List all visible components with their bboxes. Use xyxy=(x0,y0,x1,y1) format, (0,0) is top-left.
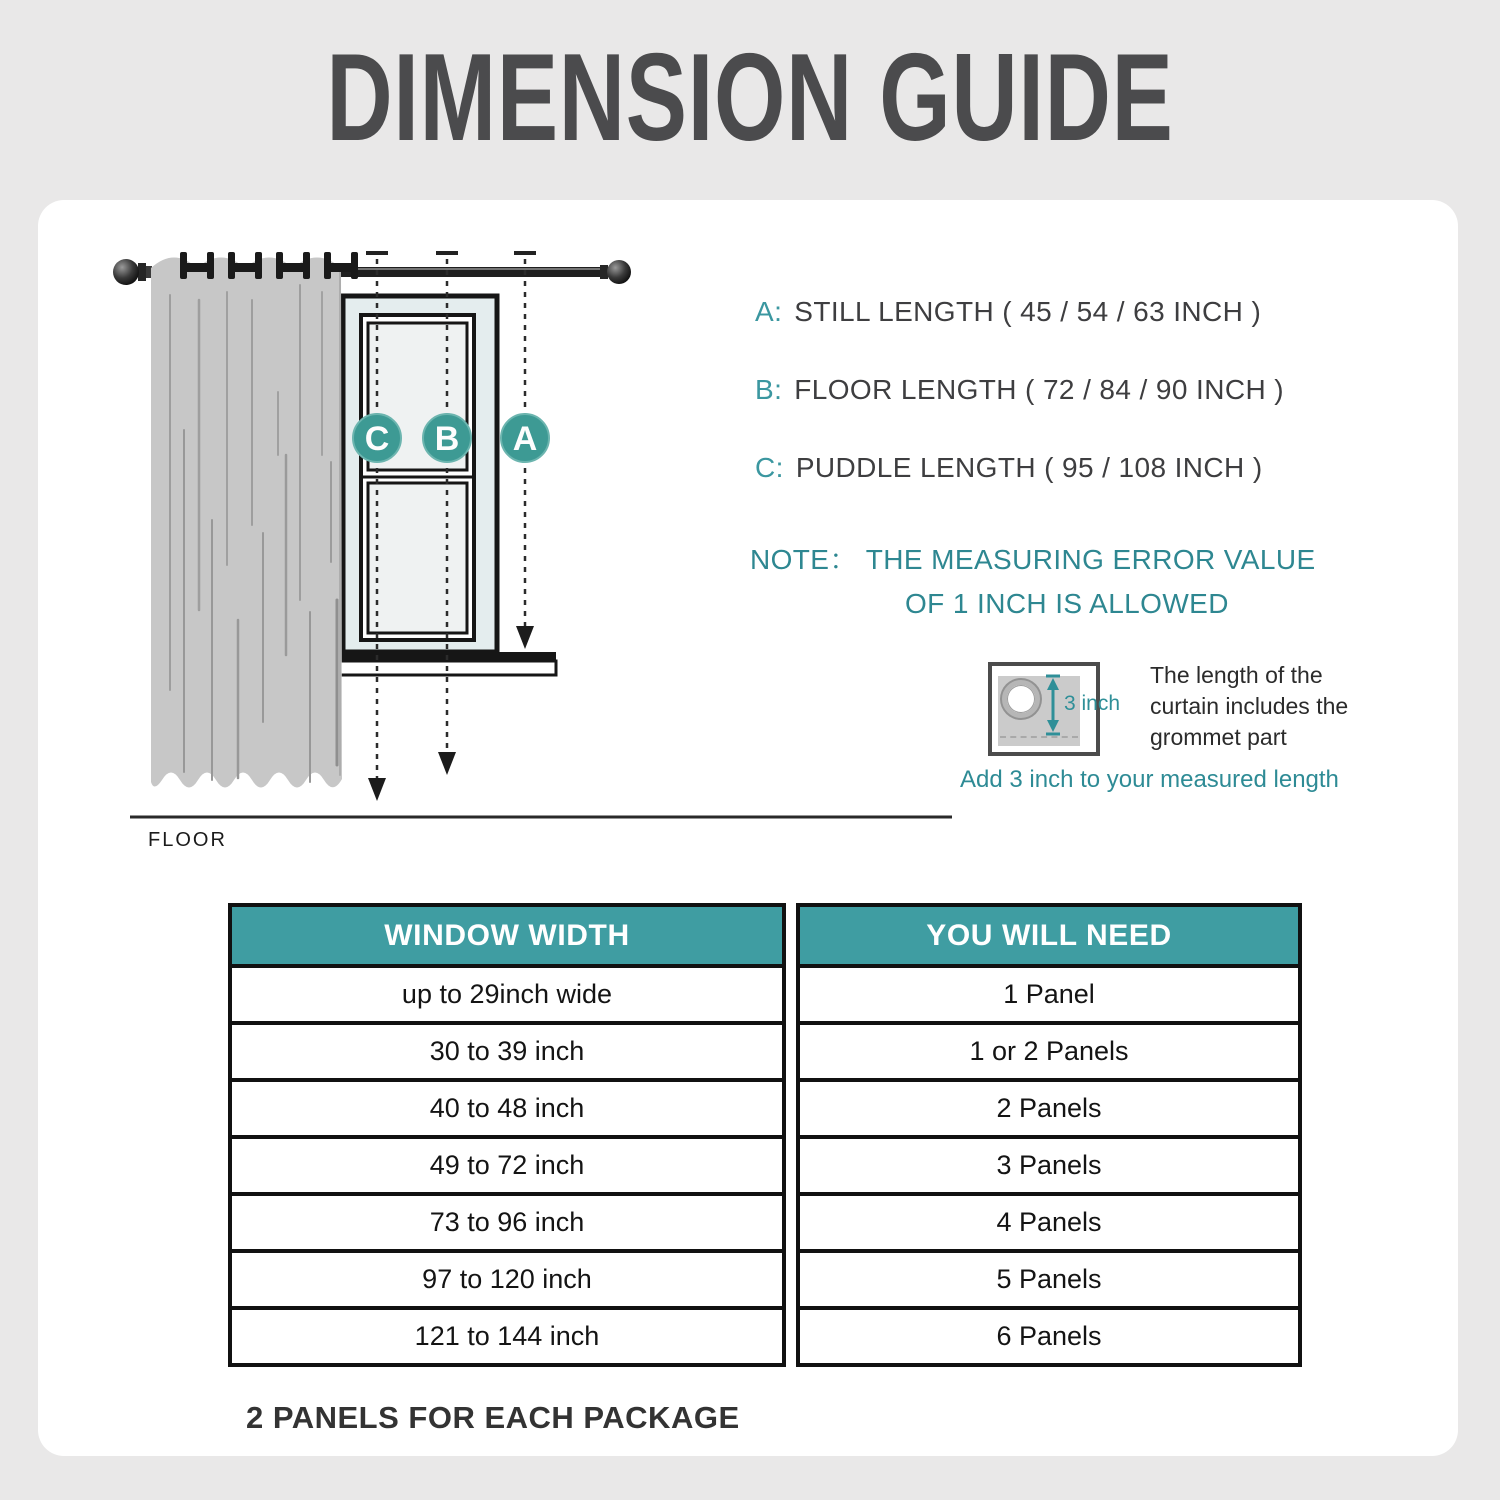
legend-label: STILL LENGTH ( 45 / 54 / 63 INCH ) xyxy=(794,296,1262,327)
table-cell: 49 to 72 inch xyxy=(232,1135,782,1192)
grommet-description: The length of the curtain includes the grommet part xyxy=(1150,662,1349,750)
table-header-you-will-need: YOU WILL NEED xyxy=(800,907,1298,964)
table-cell: 6 Panels xyxy=(800,1306,1298,1363)
grommet-measure-label: 3 inch xyxy=(1064,692,1121,715)
note-line-2: OF 1 INCH IS ALLOWED xyxy=(905,588,1229,619)
grommet-illustration xyxy=(988,662,1121,756)
window-illustration xyxy=(333,296,556,675)
rod-finial-left xyxy=(113,259,139,285)
legend-key: A: xyxy=(755,296,783,327)
table-column-window-width xyxy=(228,903,786,1367)
table-cell: 40 to 48 inch xyxy=(232,1078,782,1135)
table-cell: 4 Panels xyxy=(800,1192,1298,1249)
measure-badges xyxy=(353,414,549,462)
legend-key: C: xyxy=(755,452,784,483)
table-cell: 1 Panel xyxy=(800,964,1298,1021)
legend-item-2 xyxy=(755,374,1284,406)
badge-c: C xyxy=(364,420,390,458)
table-header-window-width: WINDOW WIDTH xyxy=(232,907,782,964)
grommet-tip: Add 3 inch to your measured length xyxy=(960,766,1339,793)
table-cell: 2 Panels xyxy=(800,1078,1298,1135)
panel-table xyxy=(228,903,1302,1367)
legend-label: PUDDLE LENGTH ( 95 / 108 INCH ) xyxy=(795,452,1263,483)
table-cell: 1 or 2 Panels xyxy=(800,1021,1298,1078)
badge-a: A xyxy=(512,420,538,458)
table-rows-window-width xyxy=(232,964,782,1363)
note-prefix: NOTE： xyxy=(750,544,858,575)
grommet-ring-icon xyxy=(1002,680,1040,718)
content-card xyxy=(38,200,1458,1456)
badge-b: B xyxy=(434,420,460,458)
curtain-panel xyxy=(151,252,358,788)
package-note: 2 PANELS FOR EACH PACKAGE xyxy=(246,1400,740,1435)
table-rows-you-will-need xyxy=(800,964,1298,1363)
table-cell: 3 Panels xyxy=(800,1135,1298,1192)
note-line-1 xyxy=(750,538,1316,578)
rod-finial-right xyxy=(607,260,631,284)
legend-key: B: xyxy=(755,374,783,405)
legend-item-3 xyxy=(755,452,1263,484)
table-cell: 73 to 96 inch xyxy=(232,1192,782,1249)
measure-arrow-icon xyxy=(1042,672,1064,738)
table-cell: up to 29inch wide xyxy=(232,964,782,1021)
table-cell: 121 to 144 inch xyxy=(232,1306,782,1363)
table-cell: 5 Panels xyxy=(800,1249,1298,1306)
note-text: THE MEASURING ERROR VALUE xyxy=(865,544,1316,575)
legend-label: FLOOR LENGTH ( 72 / 84 / 90 INCH ) xyxy=(794,374,1284,405)
floor-label: FLOOR xyxy=(148,829,227,851)
legend-item-1 xyxy=(755,296,1261,328)
table-column-you-will-need xyxy=(796,903,1302,1367)
table-cell: 30 to 39 inch xyxy=(232,1021,782,1078)
page-title: DIMENSION GUIDE xyxy=(326,29,1174,167)
table-cell: 97 to 120 inch xyxy=(232,1249,782,1306)
